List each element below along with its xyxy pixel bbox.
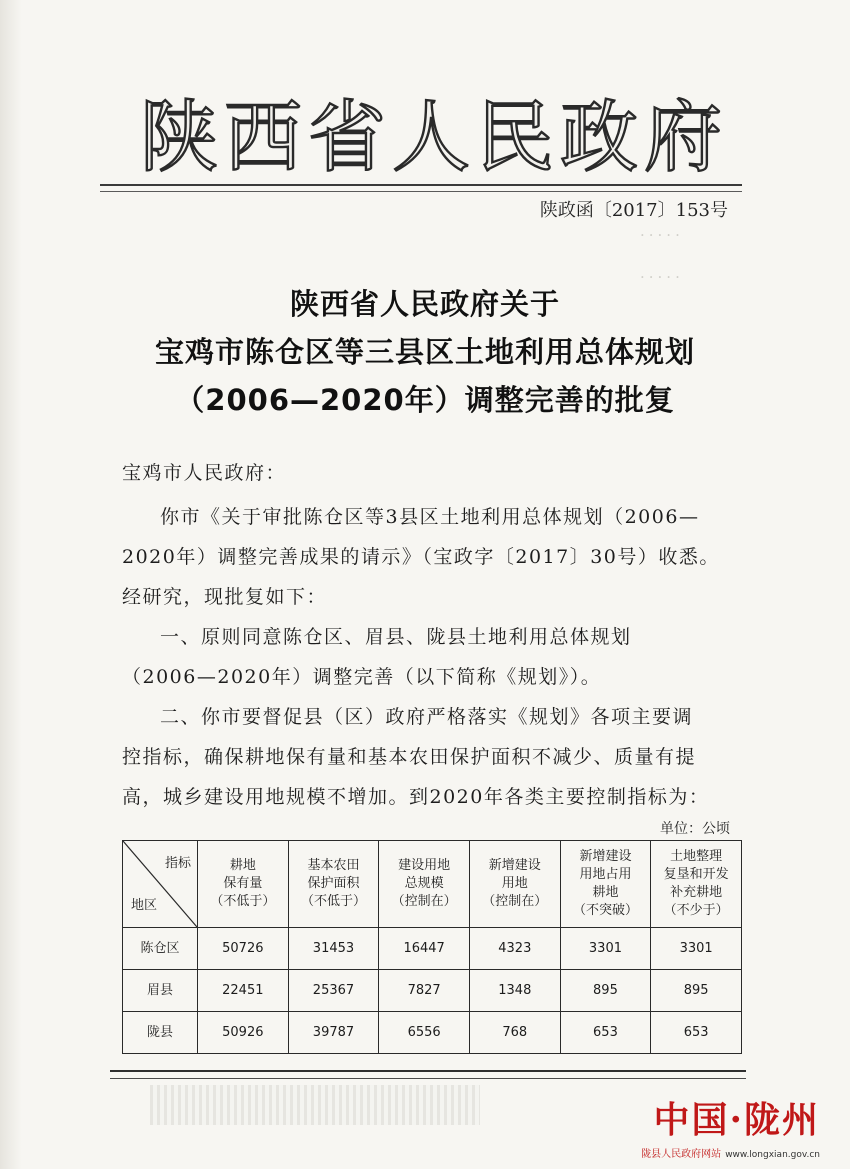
logo-url: www.longxian.gov.cn xyxy=(725,1150,820,1160)
table-row xyxy=(123,970,742,1012)
title-line-2: 宝鸡市陈仓区等三县区土地利用总体规划 xyxy=(154,335,695,369)
value-cell: 653 xyxy=(560,1012,651,1054)
value-cell: 653 xyxy=(651,1012,742,1054)
value-cell: 895 xyxy=(651,970,742,1012)
document-number: 陕政函〔2017〕153号 xyxy=(539,200,728,221)
logo-subtitle xyxy=(620,1145,820,1160)
column-header-new-construction-land: 新增建设 用地 （控制在） xyxy=(469,841,560,928)
value-cell: 768 xyxy=(469,1012,560,1054)
scan-bleed-through xyxy=(150,1085,480,1125)
value-cell: 31453 xyxy=(288,928,379,970)
logo-site-name: 陇县人民政府网站 xyxy=(641,1149,722,1160)
value-cell: 4323 xyxy=(469,928,560,970)
value-cell: 16447 xyxy=(379,928,470,970)
logo-main-text: 中国·陇州 xyxy=(653,1099,820,1141)
header-divider xyxy=(100,184,742,192)
value-cell: 3301 xyxy=(560,928,651,970)
corner-label-region: 地区 xyxy=(131,898,158,913)
footer-divider xyxy=(110,1070,746,1079)
title-line-1: 陕西省人民政府关于 xyxy=(289,287,560,321)
region-cell: 陇县 xyxy=(123,1012,198,1054)
value-cell: 895 xyxy=(560,970,651,1012)
paragraph-3-line-1: 二、你市要督促县（区）政府严格落实《规划》各项主要调 xyxy=(160,706,694,728)
paragraph-2-line-2: （2006—2020年）调整完善（以下简称《规划》）。 xyxy=(122,666,602,688)
value-cell: 22451 xyxy=(198,970,289,1012)
table-unit-label: 单位：公顷 xyxy=(660,821,730,837)
table-row xyxy=(123,1012,742,1054)
column-header-basic-farmland: 基本农田 保护面积 （不低于） xyxy=(288,841,379,928)
scan-edge-shadow xyxy=(0,0,22,1169)
site-logo xyxy=(620,1092,820,1160)
value-cell: 25367 xyxy=(288,970,379,1012)
paragraph-2-line-1: 一、原则同意陈仓区、眉县、陇县土地利用总体规划 xyxy=(160,626,632,648)
value-cell: 6556 xyxy=(379,1012,470,1054)
column-header-construction-land: 建设用地 总规模 （控制在） xyxy=(379,841,470,928)
salutation: 宝鸡市人民政府： xyxy=(122,462,287,484)
bleed-through-text: ····· xyxy=(640,226,684,244)
paragraph-1-line-2: 2020年）调整完善成果的请示》（宝政字〔2017〕30号）收悉。 xyxy=(122,546,720,568)
value-cell: 1348 xyxy=(469,970,560,1012)
value-cell: 50926 xyxy=(198,1012,289,1054)
region-cell: 陈仓区 xyxy=(123,928,198,970)
header-org-name: 陕西省人民政府 xyxy=(140,93,729,183)
title-line-3: （2006—2020年）调整完善的批复 xyxy=(175,383,675,417)
region-cell: 眉县 xyxy=(123,970,198,1012)
column-header-land-consolidation: 土地整理 复垦和开发 补充耕地 （不少于） xyxy=(651,841,742,928)
value-cell: 50726 xyxy=(198,928,289,970)
column-header-new-construction-occupying-cultivated: 新增建设 用地占用 耕地 （不突破） xyxy=(560,841,651,928)
paragraph-3-line-2: 控指标，确保耕地保有量和基本农田保护面积不减少、质量有提 xyxy=(122,746,697,768)
paragraph-1-line-1: 你市《关于审批陈仓区等3县区土地利用总体规划（2006— xyxy=(160,506,700,528)
corner-label-indicator: 指标 xyxy=(164,856,191,871)
table-corner-cell xyxy=(123,841,198,928)
table-row xyxy=(123,928,742,970)
value-cell: 39787 xyxy=(288,1012,379,1054)
bleed-through-text: ····· xyxy=(640,268,684,286)
value-cell: 7827 xyxy=(379,970,470,1012)
paragraph-1-line-3: 经研究，现批复如下： xyxy=(122,586,328,608)
column-header-cultivated-land: 耕地 保有量 （不低于） xyxy=(198,841,289,928)
value-cell: 3301 xyxy=(651,928,742,970)
control-indicators-table xyxy=(122,840,742,1054)
paragraph-3-line-3: 高，城乡建设用地规模不增加。到2020年各类主要控制指标为： xyxy=(122,786,710,808)
table-header-row xyxy=(123,841,742,928)
